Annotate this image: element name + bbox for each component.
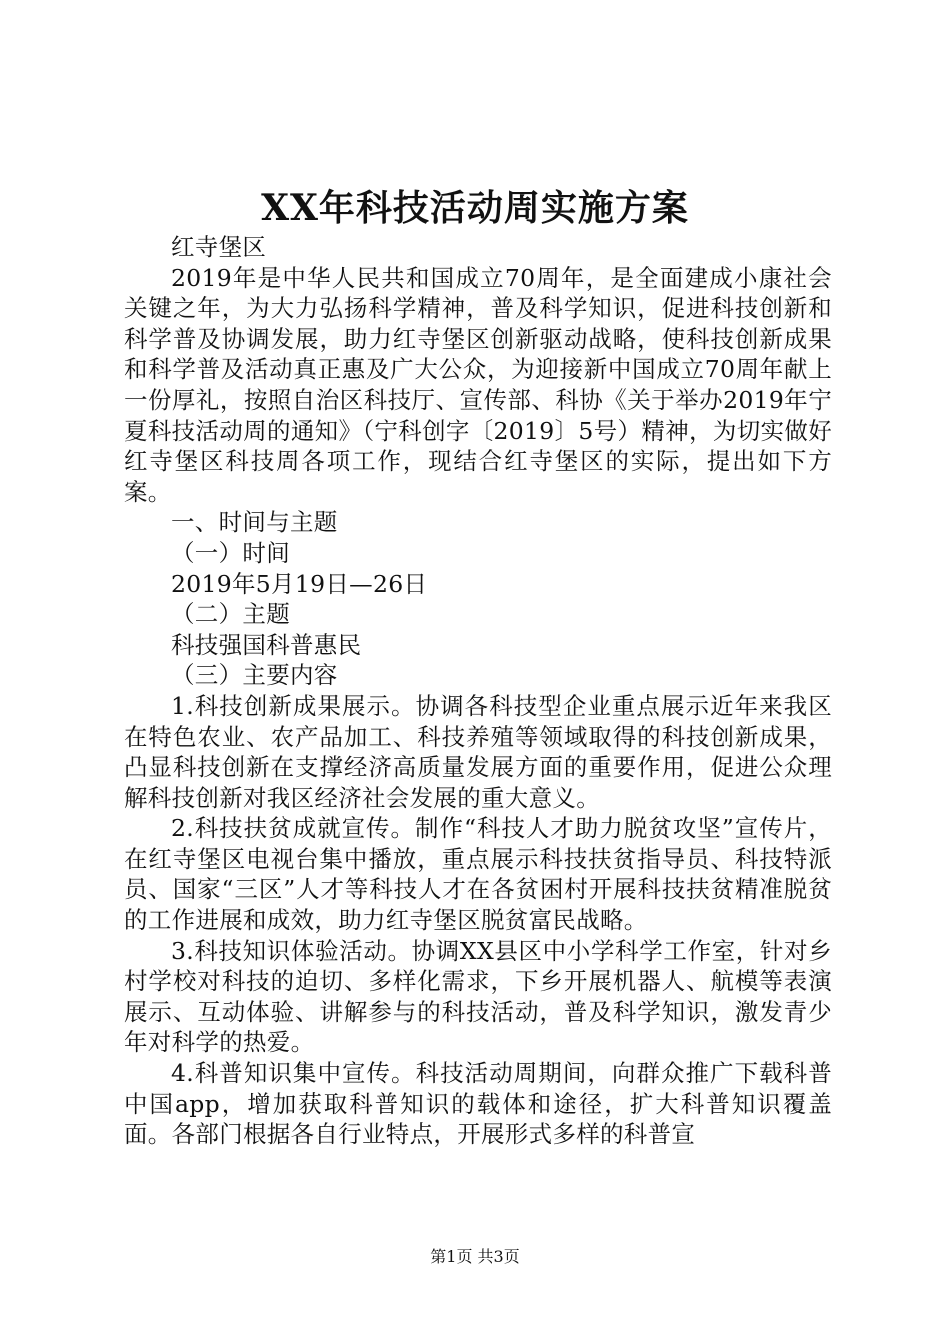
- paragraph: 红寺堡区: [171, 233, 267, 261]
- subsection-heading: （二）主题: [171, 600, 290, 629]
- page-footer: 第1页 共3页: [430, 1247, 520, 1266]
- paragraph: 1.科技创新成果展示。协调各科技型企业重点展示近年来我区在特色农业、农产品加工、科技养殖等领域取得的科技创新成果，凸显科技创新在支撑经济高质量发展方面的重要作用，促进公众理解科技创新对我区经济社会发展的重大意义。: [124, 691, 832, 812]
- paragraph: 2019年是中华人民共和国成立70周年，是全面建成小康社会关键之年，为大力弘扬科学精神，普及科学知识，促进科技创新和科学普及协调发展，助力红寺堡区创新驱动战略，使科技创新成果和科学普及活动真正惠及广大公众，为迎接新中国成立70周年献上一份厚礼，按照自治区科技厅、宣传部、科协《关于举办2019年宁夏科技活动周的通知》（宁科创字〔2019〕5号）精神，为切实做好红寺堡区科技周各项工作，现结合红寺堡区的实际，提出如下方案。: [124, 263, 832, 506]
- subsection-heading: （一）时间: [171, 538, 290, 567]
- paragraph: 2.科技扶贫成就宣传。制作“科技人才助力脱贫攻坚”宣传片，在红寺堡区电视台集中播放，重点展示科技扶贫指导员、科技特派员、国家“三区”人才等科技人才在各贫困村开展科技扶贫精准脱贫的工作进展和成效，助力红寺堡区脱贫富民战略。: [124, 814, 832, 935]
- subsection-heading: （三）主要内容: [171, 661, 338, 690]
- document-body: [124, 232, 832, 1150]
- document-title: XX年科技活动周实施方案: [261, 187, 689, 229]
- paragraph: 2019年5月19日—26日: [171, 569, 428, 598]
- section-heading: 一、时间与主题: [171, 508, 338, 537]
- paragraph: 4.科普知识集中宣传。科技活动周期间，向群众推广下载科普中国app，增加获取科普知识的载体和途径，扩大科普知识覆盖面。各部门根据各自行业特点，开展形式多样的科普宣: [124, 1059, 832, 1149]
- paragraph: 科技强国科普惠民: [171, 630, 362, 659]
- paragraph: 3.科技知识体验活动。协调XX县区中小学科学工作室，针对乡村学校对科技的迫切、多样化需求，下乡开展机器人、航模等表演展示、互动体验、讲解参与的科技活动，普及科学知识，激发青少年对科学的热爱。: [124, 936, 832, 1057]
